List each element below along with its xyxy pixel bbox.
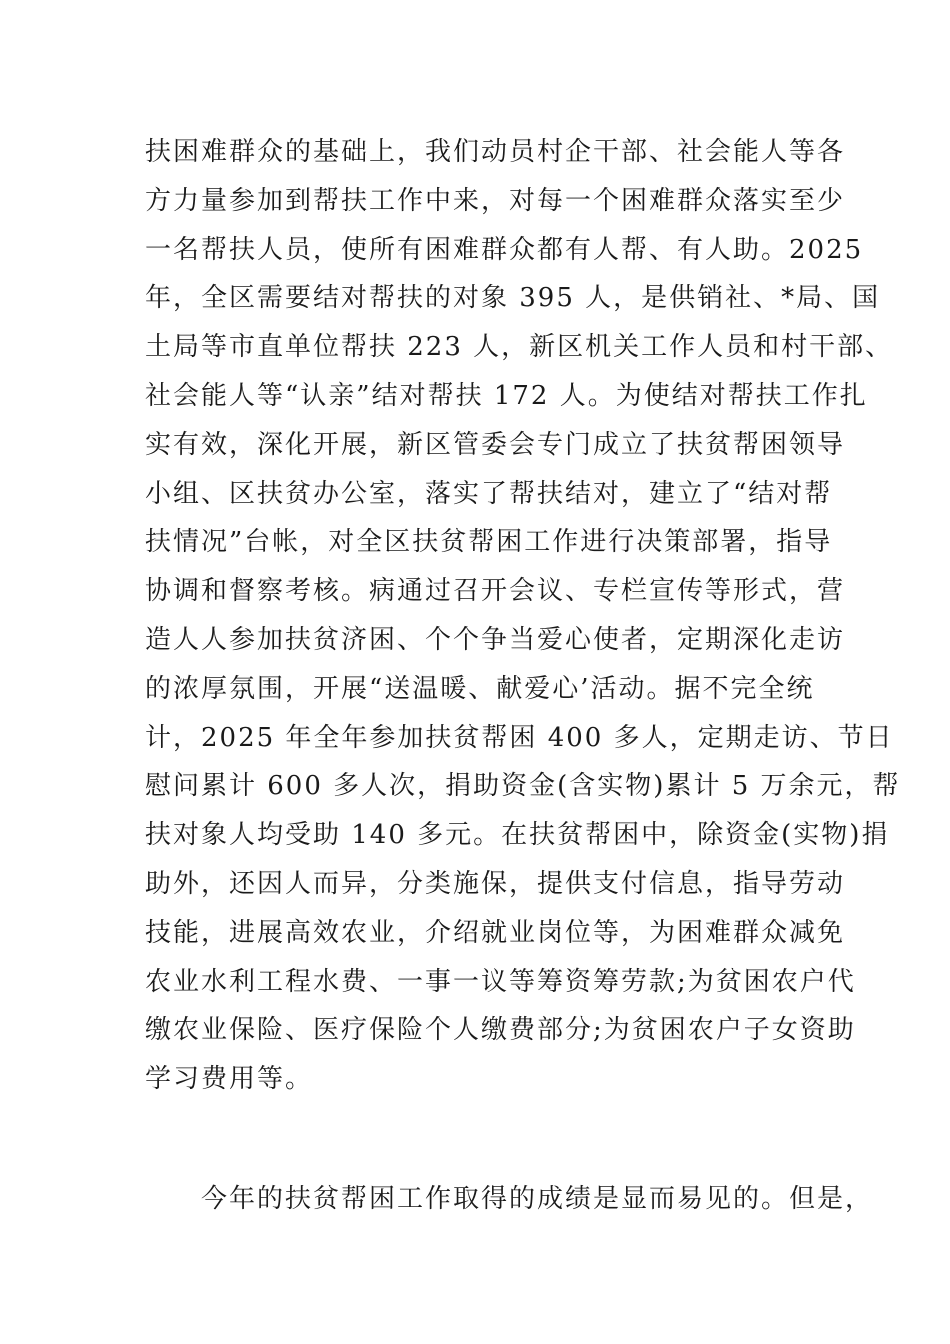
text-line: 扶情况”台帐，对全区扶贫帮困工作进行决策部署，指导 (145, 527, 833, 558)
text-line: 助外，还因人而异，分类施保，提供支付信息，指导劳动 (145, 868, 846, 899)
text-line: 土局等市直单位帮扶 223 人，新区机关工作人员和村干部、 (145, 332, 894, 363)
text-line: 一名帮扶人员，使所有困难群众都有人帮、有人助。2025 (145, 234, 864, 265)
text-line: 社会能人等“认亲”结对帮扶 172 人。为使结对帮扶工作扎 (145, 380, 868, 411)
text-line: 小组、区扶贫办公室，落实了帮扶结对，建立了“结对帮 (145, 478, 833, 509)
text-line: 慰问累计 600 多人次，捐助资金(含实物)累计 5 万余元，帮 (145, 771, 901, 802)
paragraph-1 (145, 128, 901, 1104)
text-line: 农业水利工程水费、一事一议等筹资筹劳款;为贫困农户代 (145, 966, 856, 997)
text-line: 年，全区需要结对帮扶的对象 395 人，是供销社、*局、国 (145, 283, 881, 314)
text-line: 技能，进展高效农业，介绍就业岗位等，为困难群众减免 (145, 917, 846, 948)
text-line: 缴农业保险、医疗保险个人缴费部分;为贫困农户子女资助 (145, 1015, 856, 1046)
text-line: 计，2025 年全年参加扶贫帮困 400 多人，定期走访、节日 (145, 722, 894, 753)
text-line: 的浓厚氛围，开展“送温暖、献爱心’活动。据不完全统 (145, 673, 815, 704)
text-line: 学习费用等。 (145, 1064, 314, 1095)
text-line: 协调和督察考核。病通过召开会议、专栏宣传等形式，营 (145, 576, 846, 607)
text-line: 今年的扶贫帮困工作取得的成绩是显而易见的。但是， (201, 1184, 874, 1214)
text-line: 扶困难群众的基础上，我们动员村企干部、社会能人等各 (145, 137, 846, 167)
paragraph-2 (145, 1175, 874, 1224)
text-line: 方力量参加到帮扶工作中来，对每一个困难群众落实至少 (145, 185, 846, 216)
text-line: 造人人参加扶贫济困、个个争当爱心使者，定期深化走访 (145, 624, 846, 655)
text-line: 扶对象人均受助 140 多元。在扶贫帮困中，除资金(实物)捐 (145, 820, 890, 851)
text-line: 实有效，深化开展，新区管委会专门成立了扶贫帮困领导 (145, 429, 846, 460)
